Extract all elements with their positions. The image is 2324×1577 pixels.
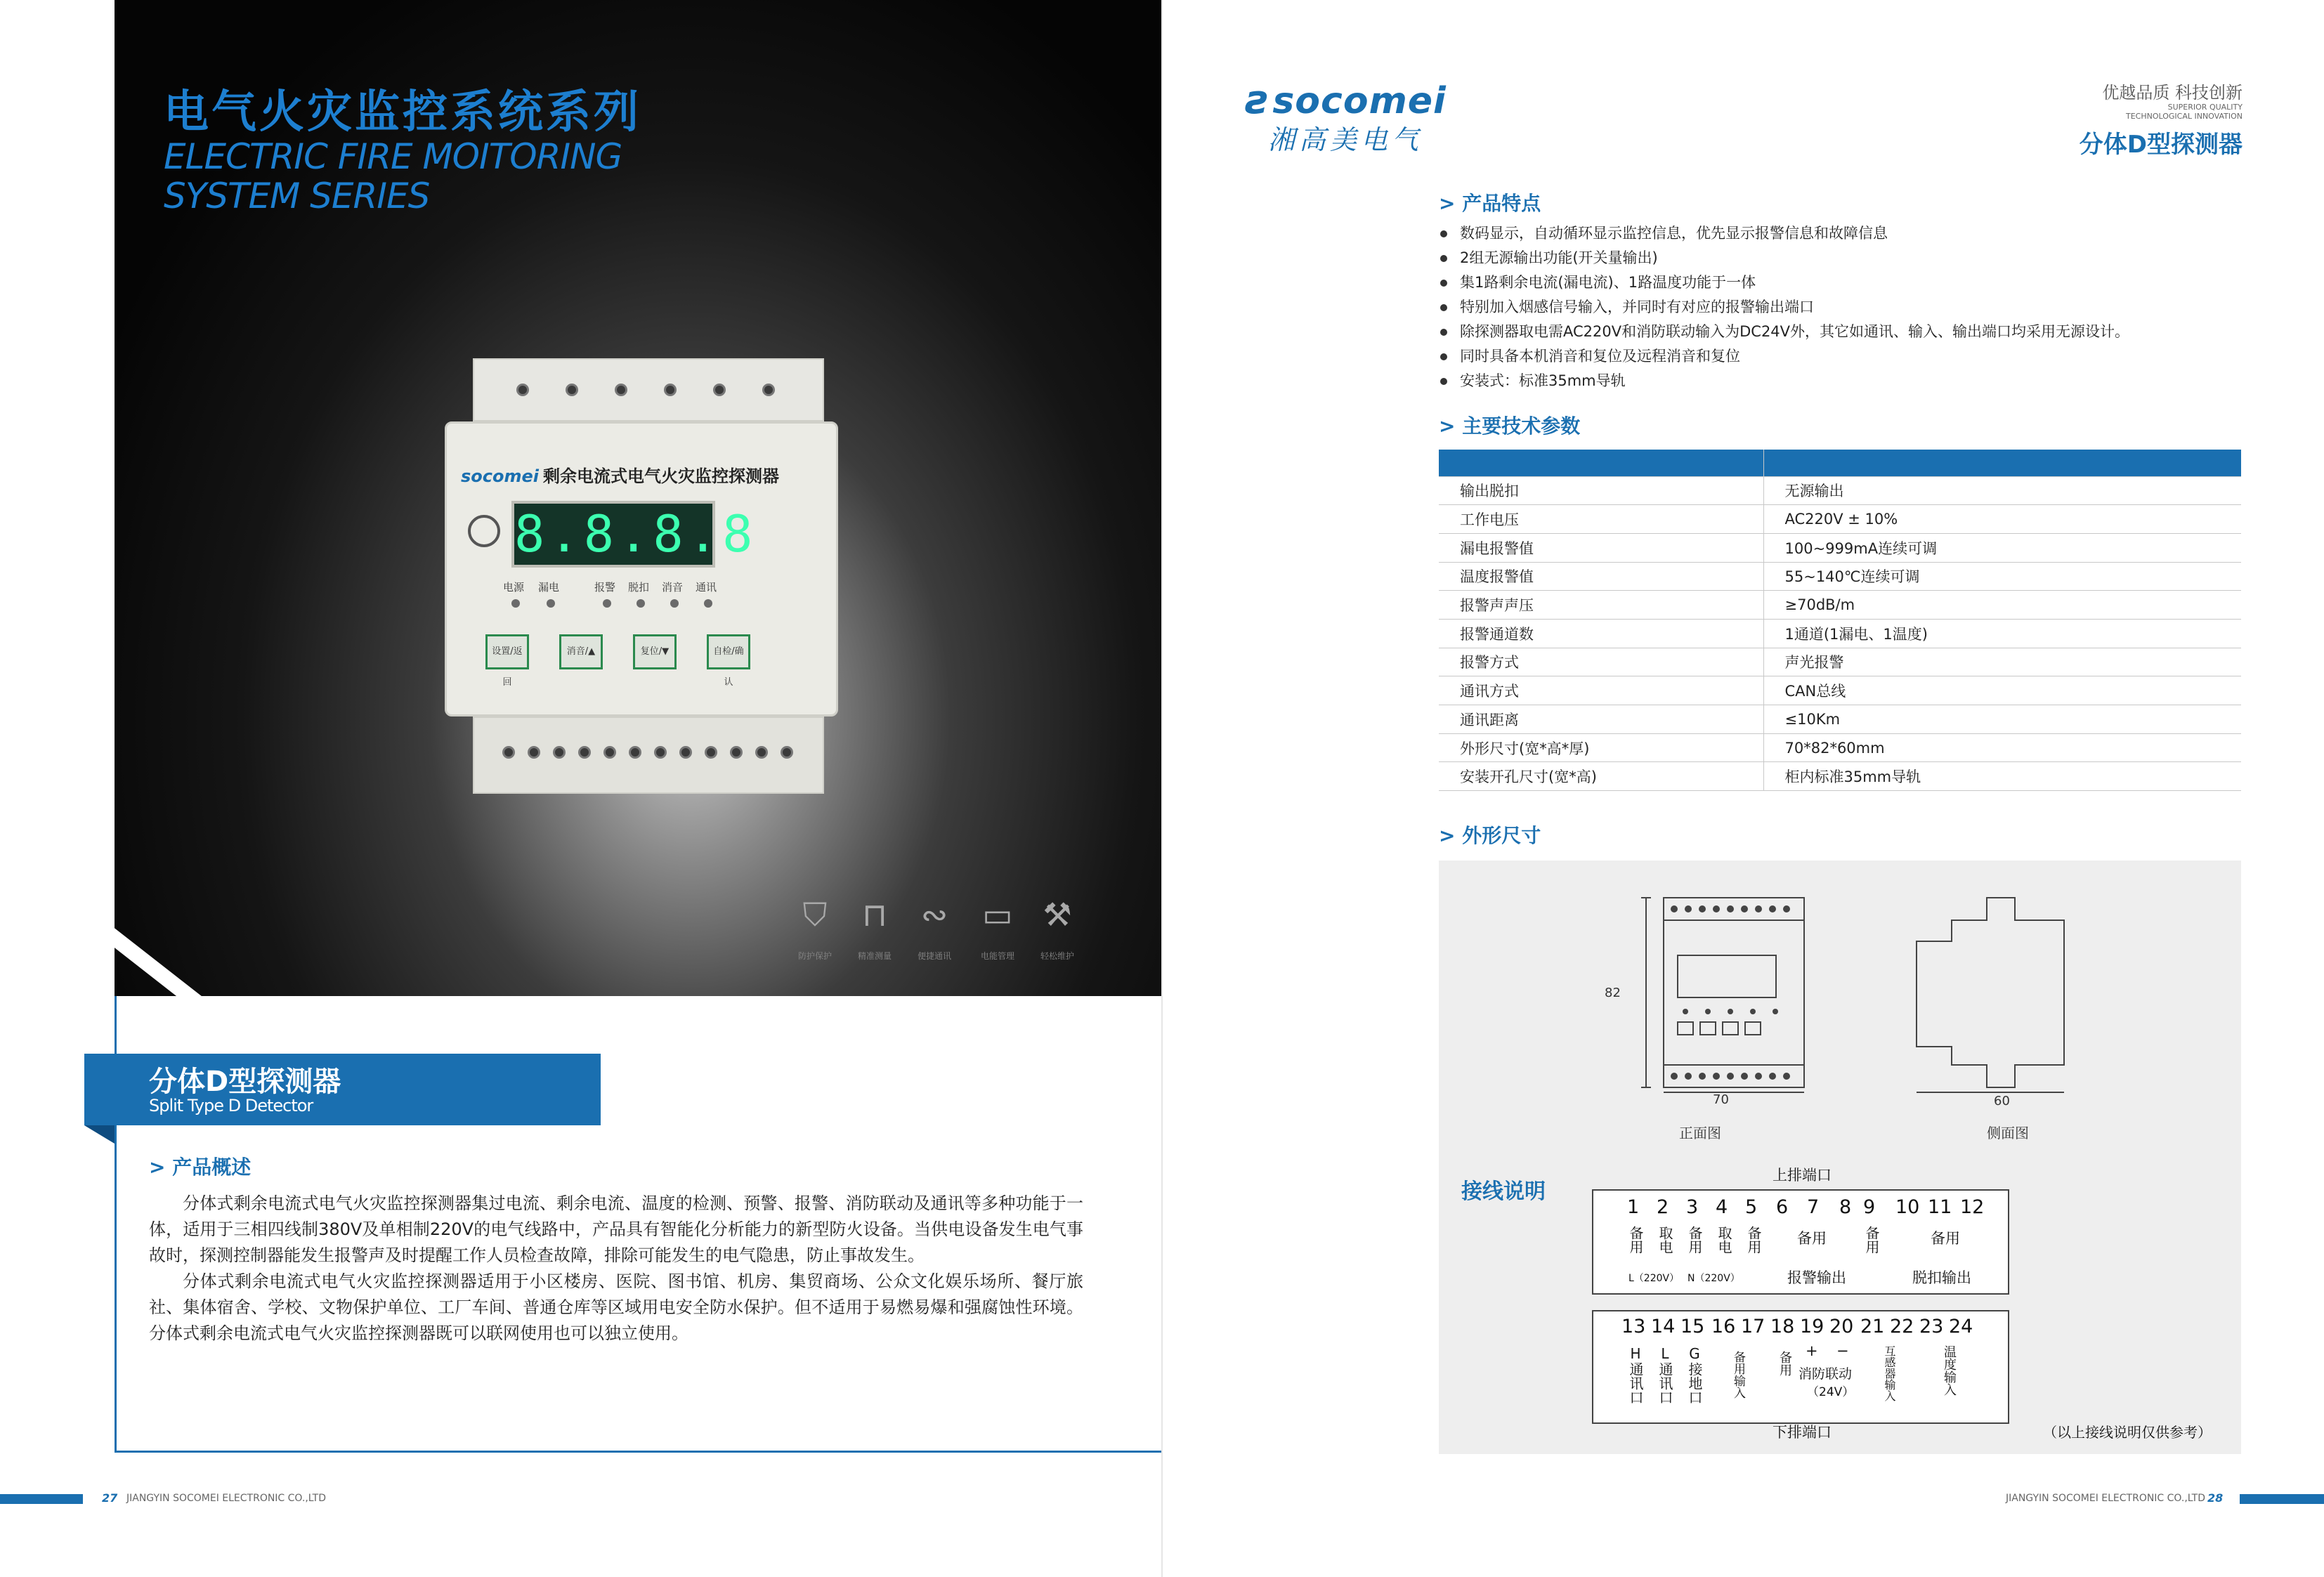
list-item: 同时具备本机消音和复位及远程消音和复位 — [1440, 344, 2241, 369]
upper-port-title: 上排端口 — [1773, 1167, 1832, 1184]
terminal-number: 16 — [1711, 1316, 1736, 1337]
terminal-number: 24 — [1949, 1316, 1973, 1337]
params-heading: > 主要技术参数 — [1439, 414, 1581, 438]
terminal-label: 备用 — [1627, 1226, 1644, 1254]
spec-table — [1439, 450, 2241, 791]
terminal-number: 6 — [1776, 1196, 1789, 1218]
terminal-label: − — [1836, 1342, 1849, 1359]
list-item: 安装式：标准35mm导轨 — [1440, 369, 2241, 393]
terminal-number: 17 — [1741, 1316, 1765, 1337]
terminal-number: 10 — [1895, 1196, 1920, 1218]
table-row: 外形尺寸(宽*高*厚) 70*82*60mm — [1439, 733, 2241, 762]
terminal-number: 18 — [1770, 1316, 1795, 1337]
overview-paragraph: 分体式剩余电流式电气火灾监控探测器集过电流、剩余电流、温度的检测、预警、报警、消防联动及通讯等多种功能于一体，适用于三相四线制380V及单相制220V的电气线路中，产品具有智能化分析能力的新型防火设备。当供电设备发生电气事故时，探测控制器能发生报警声及时提醒工作人员检查故障，排除可能发生的电气隐患，防止事故发生。 — [149, 1193, 1083, 1265]
terminal-number: 13 — [1621, 1316, 1646, 1337]
terminal-number: 9 — [1863, 1196, 1876, 1218]
side-view-drawing — [1910, 892, 2092, 1096]
device-set-button: 设置/返回 — [485, 634, 529, 669]
slogan-en: SUPERIOR QUALITY TECHNOLOGICAL INNOVATION — [2125, 103, 2243, 121]
table-row: 工作电压 AC220V ± 10% — [1439, 505, 2241, 534]
feature-icon-label: 轻松维护 — [1040, 951, 1074, 961]
led-label: 通讯 — [696, 581, 717, 594]
table-row: 通讯方式 CAN总线 — [1439, 676, 2241, 705]
battery-icon: ▭ — [982, 896, 1013, 934]
feature-icon-label: 精准测量 — [857, 951, 892, 961]
terminal-label: 备用输入 — [1731, 1351, 1745, 1399]
terminal-number: 4 — [1716, 1196, 1728, 1218]
list-item: 集1路剩余电流(漏电流)、1路温度功能于一体 — [1440, 270, 2241, 295]
slogan: 优越品质 科技创新 — [2102, 83, 2243, 103]
table-row: 温度报警值 55~140℃连续可调 — [1439, 562, 2241, 591]
device-mute-button: 消音/▲ — [559, 634, 603, 669]
brand-name-cn: 湘高美电气 — [1268, 124, 1423, 155]
page-number: 27 — [102, 1491, 118, 1505]
device-test-button: 自检/确认 — [707, 634, 750, 669]
led-label: 脱扣 — [628, 581, 650, 594]
footer-bar — [2240, 1494, 2324, 1504]
table-row: 输出脱扣 无源输出 — [1439, 476, 2241, 505]
series-title-en: ELECTRIC FIRE MOITORING SYSTEM SERIES — [164, 136, 622, 216]
ccc-mark-icon — [468, 515, 500, 547]
product-banner — [84, 1054, 601, 1125]
front-view-drawing — [1607, 892, 1846, 1096]
terminal-number: 15 — [1680, 1316, 1705, 1337]
terminal-number: 11 — [1928, 1196, 1952, 1218]
terminal-number: 19 — [1800, 1316, 1824, 1337]
terminal-number: 22 — [1890, 1316, 1914, 1337]
led-indicator — [670, 599, 679, 608]
table-row: 安装开孔尺寸(宽*高) 柜内标准35mm导轨 — [1439, 762, 2241, 791]
terminal-label: G接地口 — [1686, 1345, 1703, 1404]
terminal-number: 14 — [1651, 1316, 1676, 1337]
terminal-label: H通讯口 — [1627, 1345, 1644, 1404]
led-indicator — [603, 599, 611, 608]
wiring-note: （以上接线说明仅供参考） — [2043, 1424, 2212, 1441]
terminal-label: L（220V） — [1628, 1273, 1680, 1284]
banner-title-en: Split Type D Detector — [149, 1096, 313, 1115]
terminal-label: 脱扣输出 — [1912, 1269, 1971, 1286]
terminal-number: 12 — [1960, 1196, 1985, 1218]
led-indicator — [637, 599, 645, 608]
table-row: 报警通道数 1通道(1漏电、1温度) — [1439, 619, 2241, 648]
terminal-number: 20 — [1829, 1316, 1854, 1337]
table-header — [1439, 450, 2241, 476]
terminal-number: 5 — [1745, 1196, 1758, 1218]
side-width-label: 60 — [1994, 1094, 2010, 1108]
terminal-label: 互感器输入 — [1883, 1345, 1896, 1401]
terminal-number: 21 — [1860, 1316, 1885, 1337]
terminal-label: 备用 — [1686, 1226, 1703, 1254]
footer-company: JIANGYIN SOCOMEI ELECTRONIC CO.,LTD — [2006, 1493, 2205, 1504]
footer-company: JIANGYIN SOCOMEI ELECTRONIC CO.,LTD — [126, 1493, 326, 1504]
terminal-label: 消防联动 — [1799, 1366, 1853, 1382]
features-heading: > 产品特点 — [1439, 192, 1541, 215]
terminal-label: 温度输入 — [1942, 1345, 1957, 1396]
table-row: 通讯距离 ≤10Km — [1439, 705, 2241, 734]
front-width-label: 70 — [1713, 1092, 1729, 1107]
list-item: 特别加入烟感信号输入，并同时有对应的报警输出端口 — [1440, 295, 2241, 320]
device-display: 8.8.8.8 — [511, 501, 715, 568]
led-label: 消音 — [662, 581, 684, 594]
dimensions-panel — [1439, 861, 2241, 1454]
table-row: 漏电报警值 100~999mA连续可调 — [1439, 533, 2241, 562]
device-top-terminals — [473, 358, 824, 421]
led-indicator — [547, 599, 555, 608]
device-bottom-terminals — [473, 716, 824, 794]
led-indicator — [704, 599, 712, 608]
overview-text — [149, 1191, 1083, 1347]
banner-title-cn: 分体D型探测器 — [149, 1066, 341, 1098]
led-label: 漏电 — [538, 581, 560, 594]
communication-icon: ∾ — [920, 896, 948, 934]
terminal-label: 备用 — [1745, 1226, 1762, 1254]
terminal-label: 取电 — [1657, 1226, 1673, 1254]
terminal-number: 23 — [1919, 1316, 1944, 1337]
terminal-label: N（220V） — [1687, 1273, 1740, 1284]
table-row: 报警方式 声光报警 — [1439, 648, 2241, 676]
terminal-label: 备用 — [1797, 1230, 1827, 1247]
terminal-label: （24V） — [1807, 1385, 1855, 1399]
page-title: 分体D型探测器 — [2079, 131, 2243, 159]
lower-terminal-block — [1592, 1310, 2009, 1424]
shield-check-icon: ⛉ — [802, 896, 828, 934]
overview-heading: > 产品概述 — [149, 1156, 252, 1179]
terminal-label: L通讯口 — [1657, 1345, 1673, 1404]
terminal-label: 报警输出 — [1787, 1269, 1846, 1286]
terminal-label: 取电 — [1716, 1226, 1732, 1254]
device-reset-button: 复位/▼ — [633, 634, 677, 669]
terminal-label: 备用 — [1777, 1351, 1792, 1376]
dims-heading: > 外形尺寸 — [1439, 824, 1541, 847]
feature-icon-label: 防护保护 — [797, 951, 832, 961]
feature-icon-label: 便捷通讯 — [917, 951, 951, 961]
terminal-label: + — [1806, 1342, 1818, 1359]
list-item: 数码显示，自动循环显示监控信息，优先显示报警信息和故障信息 — [1440, 221, 2241, 246]
upper-terminal-block — [1592, 1189, 2009, 1295]
terminal-number: 2 — [1657, 1196, 1669, 1218]
led-label: 报警 — [594, 581, 616, 594]
device-front-panel — [445, 421, 838, 716]
feature-icon-label: 电能管理 — [980, 951, 1014, 961]
brand-logo: ƨsocomei — [1246, 77, 1447, 123]
side-view-caption: 侧面图 — [1987, 1125, 2029, 1141]
terminal-number: 7 — [1807, 1196, 1820, 1218]
hero-product-photo — [115, 0, 1161, 996]
page-spine — [1161, 0, 1163, 1577]
list-item: 除探测器取电需AC220V和消防联动输入为DC24V外，其它如通讯、输入、输出端口均采用无源设计。 — [1440, 320, 2241, 344]
footer-bar — [0, 1494, 83, 1504]
overview-paragraph: 分体式剩余电流式电气火灾监控探测器适用于小区楼房、医院、图书馆、机房、集贸商场、公众文化娱乐场所、餐厅旅社、集体宿舍、学校、文物保护单位、工厂车间、普通仓库等区域用电安全防水保护。但不适用于易燃易爆和强腐蚀性环境。分体式剩余电流式电气火灾监控探测器既可以联网使用也可以独立使用。 — [149, 1271, 1083, 1343]
led-label: 电源 — [503, 581, 525, 594]
terminal-number: 3 — [1686, 1196, 1699, 1218]
caliper-icon: ⊓ — [862, 896, 887, 934]
front-view-caption: 正面图 — [1679, 1125, 1721, 1141]
terminal-number: 8 — [1839, 1196, 1852, 1218]
wrench-icon: ⚒ — [1043, 896, 1072, 934]
device-logo: socomei — [461, 466, 539, 486]
list-item: 2组无源输出功能(开关量输出) — [1440, 246, 2241, 270]
front-height-label: 82 — [1605, 986, 1621, 1000]
led-indicator — [511, 599, 520, 608]
terminal-label: 备用 — [1863, 1226, 1880, 1254]
table-row: 报警声声压 ≥70dB/m — [1439, 591, 2241, 620]
device-title: socomei 剩余电流式电气火灾监控探测器 — [461, 466, 779, 486]
lower-port-title: 下排端口 — [1773, 1424, 1832, 1441]
wiring-heading: 接线说明 — [1461, 1179, 1546, 1204]
detector-device — [445, 358, 838, 787]
series-title-cn: 电气火灾监控系统系列 — [164, 86, 641, 138]
features-list — [1440, 221, 2241, 393]
terminal-label: 备用 — [1931, 1230, 1960, 1247]
page-number: 28 — [2207, 1491, 2224, 1505]
terminal-number: 1 — [1627, 1196, 1640, 1218]
